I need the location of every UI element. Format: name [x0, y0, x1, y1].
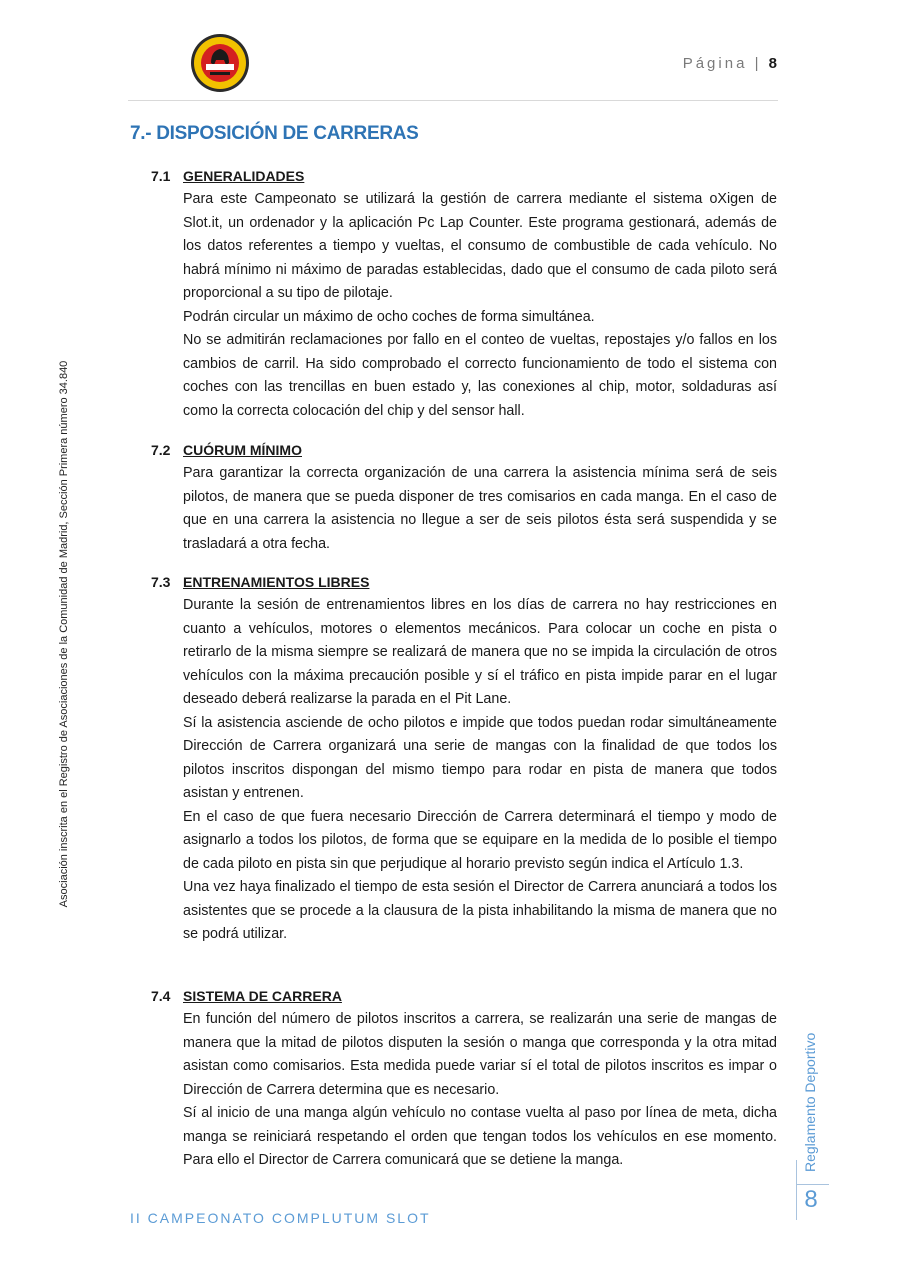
paragraph: En función del número de pilotos inscritos a carrera, se realizarán una serie de mangas de manera que la mitad de pilotos disputen la sesión o manga que corresponda y la otra mitad asistan como comisarios. Esta medida puede variar sí el total de pilotos inscritos es impar o Dirección de Carrera determina que es necesario. [183, 1011, 777, 1098]
subsection-title: CUÓRUM MÍNIMO [183, 442, 302, 458]
paragraph: Para este Campeonato se utilizará la gestión de carrera mediante el sistema oXigen de Slot.it, un ordenador y la aplicación Pc Lap Counter. Este programa gestionará, además de los datos referentes a tiempo y vueltas, el consumo de combustible de cada vehículo. No habrá mínimo ni máximo de paradas establecidas, dado que el consumo de cada piloto será proporcional a su tipo de pilotaje. [183, 191, 777, 301]
footer-brand: II CAMPEONATO COMPLUTUM SLOT [130, 1210, 431, 1226]
subsection-number: 7.1 [151, 168, 171, 184]
subsection-heading [151, 439, 777, 462]
subsection-title: ENTRENAMIENTOS LIBRES [183, 574, 370, 590]
registry-vertical-text: Asociación inscrita en el Registro de Asociaciones de la Comunidad de Madrid, Sección Primera número 34.840 [58, 360, 70, 908]
header-divider [128, 100, 778, 101]
page-number: 8 [768, 55, 777, 72]
subsection-number: 7.3 [151, 574, 171, 590]
subsection-7-4 [151, 985, 777, 1173]
page-label-text: Página | [682, 55, 762, 72]
subsection-title: SISTEMA DE CARRERA [183, 988, 342, 1004]
subsection-number: 7.2 [151, 442, 171, 458]
paragraph: Una vez haya finalizado el tiempo de esta sesión el Director de Carrera anunciará a todos los asistentes que se procede a la clausura de la pista inhabilitando la misma de manera que no se podrá utilizar. [183, 879, 777, 942]
subsection-number: 7.4 [151, 988, 171, 1004]
paragraph: Sí al inicio de una manga algún vehículo no contase vuelta al paso por línea de meta, dicha manga se reiniciará respetando el orden que tengan todos los vehículos en ese momento. Para ello el Director de Carrera comunicará que se detiene la manga. [183, 1105, 777, 1168]
footer-page-number: 8 [804, 1186, 818, 1213]
section-title: 7.- DISPOSICIÓN DE CARRERAS [130, 123, 419, 144]
footer-horizontal-divider [796, 1184, 829, 1185]
paragraph: No se admitirán reclamaciones por fallo en el conteo de vueltas, repostajes y/o fallos en los cambios de carril. Ha sido comprobado el correcto funcionamiento de todo el sistema con coches con las trencillas en buen estado y, las conexiones al chip, motor, soldaduras así como la correcta colocación del chip y del sensor hall. [183, 332, 777, 419]
paragraph: Sí la asistencia asciende de ocho pilotos e impide que todos puedan rodar simultáneamente Dirección de Carrera organizará una serie de mangas con la finalidad de que todos los pilotos inscritos dispongan del mismo tiempo para rodar en pista de manera que todos asistan y entrenen. [183, 714, 777, 801]
subsection-heading [151, 571, 777, 594]
subsection-heading [151, 165, 777, 188]
paragraph: Podrán circular un máximo de ocho coches de forma simultánea. [183, 308, 595, 325]
subsection-7-1 [151, 165, 777, 423]
subsection-7-3 [151, 571, 777, 947]
club-logo [189, 33, 251, 93]
footer-vertical-divider [796, 1160, 797, 1220]
subsection-title: GENERALIDADES [183, 168, 305, 184]
paragraph: Para garantizar la correcta organización de una carrera la asistencia mínima será de seis pilotos, de manera que se pueda disponer de tres comisarios en cada manga. En el caso de que en una carrera la asistencia no llegue a ser de seis pilotos ésta será suspendida y se trasladará a otra fecha. [183, 465, 777, 552]
paragraph: Durante la sesión de entrenamientos libres en los días de carrera no hay restricciones en cuanto a vehículos, motores o elementos mecánicos. Para colocar un coche en pista o retirarlo de la misma siempre se realizará de manera que no se impida la circulación de otros vehículos con la máxima precaución posible y sí el tráfico en pista impide parar en el lugar deseado deberá realizarse la parada en el Pit Lane. [183, 597, 777, 707]
subsection-heading [151, 985, 777, 1008]
paragraph: En el caso de que fuera necesario Dirección de Carrera determinará el tiempo y modo de asignarlo a todos los pilotos, de forma que se equipare en la medida de lo posible el tiempo de cada piloto en pista sin que perjudique al horario previsto según indica el Artículo 1.3. [183, 808, 777, 872]
subsection-7-2 [151, 439, 777, 556]
footer-side-label: Reglamento Deportivo [802, 1032, 818, 1172]
page-indicator [683, 55, 777, 72]
